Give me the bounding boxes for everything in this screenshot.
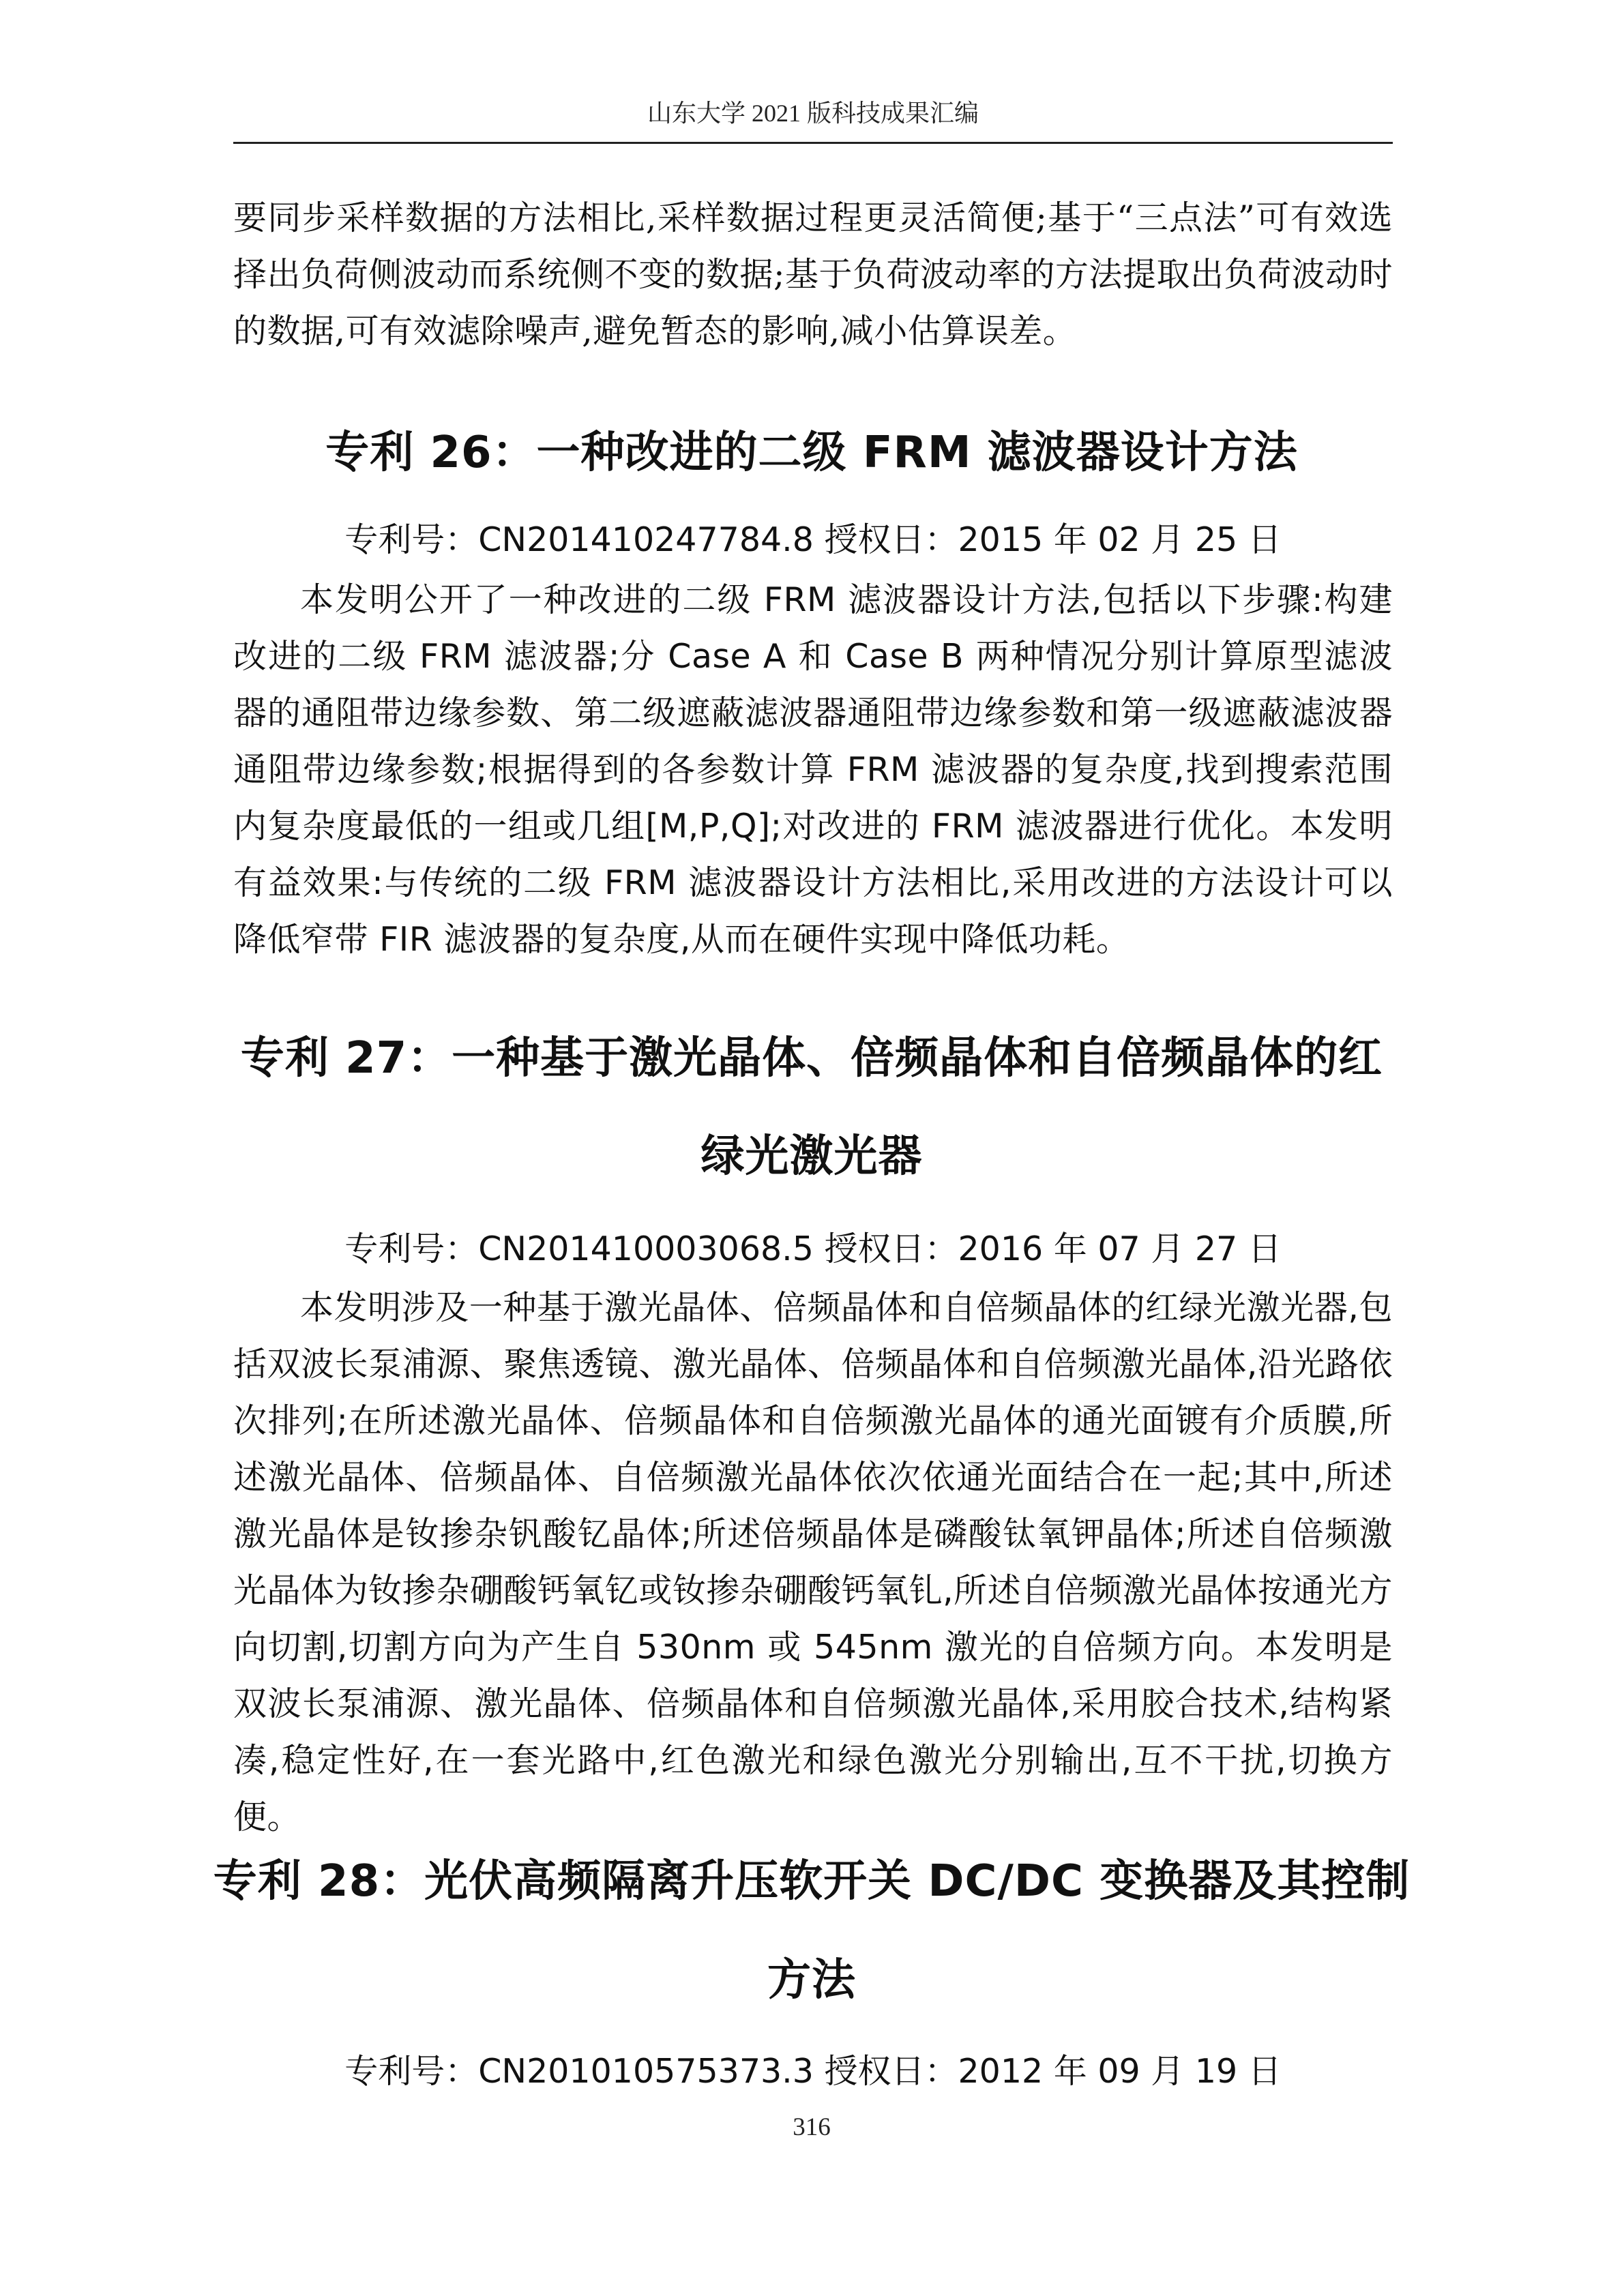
patent-26-title: 专利 26：一种改进的二级 FRM 滤波器设计方法 xyxy=(325,428,1298,478)
patent-27-title: 专利 27：一种基于激光晶体、倍频晶体和自倍频晶体的红 xyxy=(240,1033,1383,1084)
page-number: 316 xyxy=(793,2113,831,2141)
intro-paragraph: 要同步采样数据的方法相比,采样数据过程更灵活简便;基于“三点法”可有效选择出负荷侧波动而系统侧不变的数据;基于负荷波动率的方法提取出负荷波动时的数据,可有效滤除噪声,避免暂态的影响,减小估算误差。 xyxy=(233,198,1393,351)
patent-28-title-continued: 方法 xyxy=(767,1955,856,2006)
patent-27-meta: 专利号：CN201410003068.5 授权日：2016 年 07 月 27 日 xyxy=(344,1229,1282,1268)
patent-27-abstract: 本发明涉及一种基于激光晶体、倍频晶体和自倍频晶体的红绿光激光器,包括双波长泵浦源、聚焦透镜、激光晶体、倍频晶体和自倍频激光晶体,沿光路依次排列;在所述激光晶体、倍频晶体和自倍频激光晶体的通光面镀有介质膜,所述激光晶体、倍频晶体、自倍频激光晶体依次依通光面结合在一起;其中,所述激光晶体是钕掺杂钒酸钇晶体;所述倍频晶体是磷酸钛氧钾晶体;所述自倍频激光晶体为钕掺杂硼酸钙氧钇或钕掺杂硼酸钙氧钆,所述自倍频激光晶体按通光方向切割,切割方向为产生自 530nm 或 545nm 激光的自倍频方向。本发明是双波长泵浦源、激光晶体、倍频晶体和自倍频激光晶体,采用胶合技术,结构紧凑,稳定性好,在一套光路中,红色激光和绿色激光分别输出,互不干扰,切换方便。 xyxy=(233,1288,1393,1836)
header-title: 山东大学 2021 版科技成果汇编 xyxy=(647,100,979,127)
patent-26-abstract: 本发明公开了一种改进的二级 FRM 滤波器设计方法,包括以下步骤:构建改进的二级 FRM 滤波器;分 Case A 和 Case B 两种情况分别计算原型滤波器的通阻带边缘参数、第二级遮蔽滤波器通阻带边缘参数和第一级遮蔽滤波器通阻带边缘参数;根据得到的各参数计算 FRM 滤波器的复杂度,找到搜索范围内复杂度最低的一组或几组[M,P,Q];对改进的 FRM 滤波器进行优化。本发明有益效果:与传统的二级 FRM 滤波器设计方法相比,采用改进的方法设计可以降低窄带 FIR 滤波器的复杂度,从而在硬件实现中降低功耗。 xyxy=(233,580,1393,959)
page-header xyxy=(233,95,1393,144)
patent-26-meta: 专利号：CN201410247784.8 授权日：2015 年 02 月 25 日 xyxy=(344,520,1282,559)
patent-27-title-continued: 绿光激光器 xyxy=(700,1131,923,1182)
patent-28-meta: 专利号：CN201010575373.3 授权日：2012 年 09 月 19 日 xyxy=(344,2052,1282,2091)
patent-28-title: 专利 28：光伏高频隔离升压软开关 DC/DC 变换器及其控制 xyxy=(213,1856,1411,1907)
